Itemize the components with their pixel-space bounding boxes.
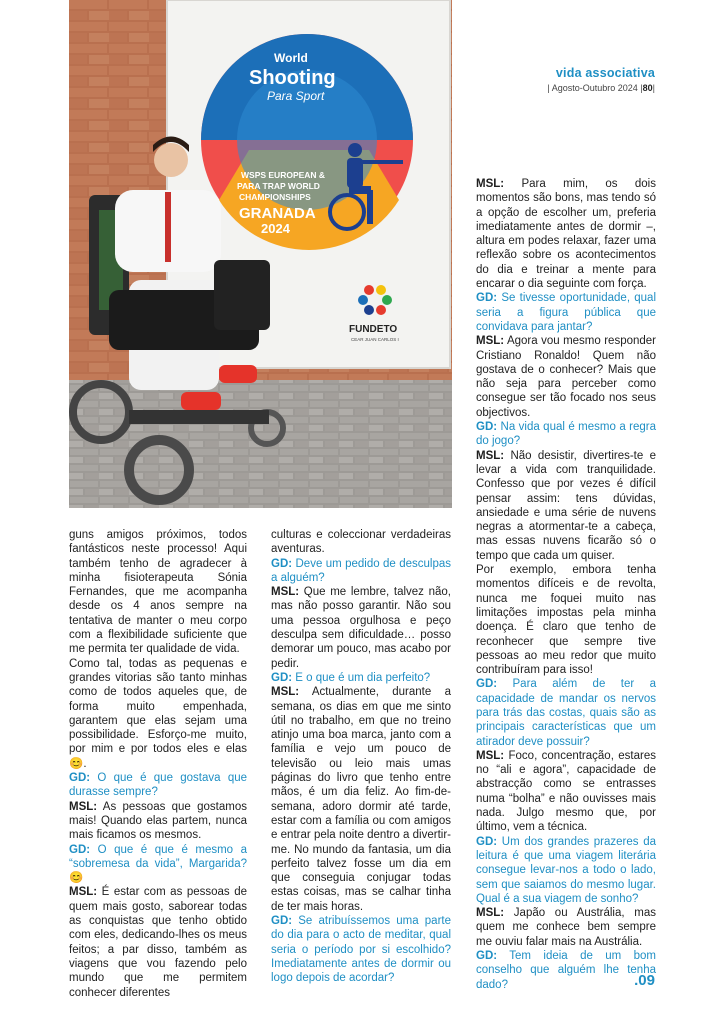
question-text: Deve um pedido de desculpas a alguém? [271, 557, 451, 584]
paragraph: culturas e coleccionar verdadeiras aventuras. [271, 529, 451, 556]
interviewer-label: GD: [476, 835, 498, 848]
answer [476, 177, 656, 291]
question [476, 420, 656, 449]
interviewee-label: MSL: [69, 800, 98, 813]
answer [69, 885, 247, 999]
answer [476, 449, 656, 563]
banner-world-text: World [274, 51, 308, 65]
interviewee-label: MSL: [271, 686, 300, 699]
interviewee-label: MSL: [476, 749, 505, 762]
interviewer-label: GD: [271, 557, 293, 570]
answer [476, 906, 656, 949]
answer-text: Que me lembre, talvez não, mas não posso garantir. Não sou uma pessoa orgulhosa e peço desculpa sem dificuldade… posso demorar um pouco, mas acabo por pedir. [271, 586, 451, 670]
question [476, 835, 656, 906]
column-2 [271, 528, 451, 986]
photo-illustration [69, 0, 452, 508]
question [476, 949, 656, 992]
question-text: Se tivesse oportunidade, qual seria a figura pública que convidava para jantar? [476, 292, 656, 333]
interviewee-label: MSL: [476, 178, 505, 190]
question [271, 671, 451, 685]
column-1 [69, 528, 247, 1000]
paragraph: Por exemplo, embora tenha momentos difíceis e de revolta, nunca me foquei muito nas limitações impostas pela minha doença. É claro que tenho de reconhecer que sempre tive pessoas ao meu redor que muito contribuíram para isso! [476, 564, 656, 677]
question [69, 771, 247, 800]
interviewee-label: MSL: [476, 449, 505, 462]
interviewer-label: GD: [69, 772, 91, 785]
answer-text: As pessoas que gostamos mais! Quando elas partem, nunca mais ficamos os mesmos. [69, 800, 247, 842]
interviewer-label: GD: [69, 843, 91, 856]
question [476, 291, 656, 334]
interviewee-label: MSL: [476, 335, 505, 348]
question-text: E o que é um dia perfeito? [295, 671, 431, 684]
answer [476, 749, 656, 835]
interviewer-label: GD: [271, 915, 293, 928]
interviewer-label: GD: [271, 671, 293, 684]
question-text: Na vida qual é mesmo a regra do jogo? [476, 421, 656, 448]
issue-date: | Agosto-Outubro 2024 | [547, 83, 643, 93]
answer-text: Para mim, os dois momentos são bons, mas tendo só a opção de escolher um, preferia imediatamente antes de dormir –, altura em podes relaxar, fazer uma reflexão sobre os acontecimentos do dia e treinar a mente para encarar o dia seguinte com força. [476, 178, 656, 291]
answer-text: Agora vou mesmo responder Cristiano Ronaldo! Quem não gostava de o conhecer? Mais que não seja para perceber como consegue ser tão focado nos seus objectivos. [476, 335, 656, 419]
page-header [547, 66, 655, 93]
banner-city: GRANADA [239, 205, 316, 222]
question [476, 677, 656, 748]
banner-para-text: Para Sport [267, 89, 325, 103]
banner-event-line3: CHAMPIONSHIPS [239, 192, 311, 202]
answer [271, 685, 451, 914]
answer [476, 334, 656, 420]
sponsor-sub: CEAR JUAN CARLOS I [351, 337, 399, 342]
section-title: vida associativa [555, 66, 655, 80]
issue-suffix: | [652, 83, 655, 93]
answer [69, 800, 247, 843]
question [271, 557, 451, 586]
banner-event-line1: WSPS EUROPEAN & [241, 170, 326, 180]
answer-text: É estar com as pessoas de quem mais gosto, saborear todas as conquistas que tenho obtido com eles, dedicando-lhes os meus feitos; a par disso, também as viagens que vou fazendo pelo mundo que me permitem conhecer diferentes [69, 886, 247, 999]
interviewer-label: GD: [476, 678, 498, 691]
answer-text: Foco, concentração, estares no “ali e agora”, capacidade de abstracção como se entrasses numa “bolha” e não ouvisses mais nada. Julgo mesmo que, por último, vem a técnica. [476, 749, 656, 834]
interviewer-label: GD: [476, 950, 498, 963]
banner-event-line2: PARA TRAP WORLD [237, 181, 320, 191]
question-text: Tem ideia de um bom conselho que alguém lhe tenha dado? [476, 950, 656, 991]
interview-photo [69, 0, 452, 508]
sponsor-name: FUNDETO [349, 324, 398, 335]
answer-text: Actualmente, durante a semana, os dias em que me sinto útil no trabalho, em que no treino atinjo uma boa marca, janto com a família e vejo um pouco de televisão ou leio mais umas páginas do livro que tenho entre mãos, é um dia feliz. Ao fim-de-semana, adoro dormir até tarde, estar com a família ou com amigos e entrar pela noite dentro a divertir-me. No mundo da fantasia, um dia perfeito talvez fosse um dia em que conseguia conjugar todas estas coisas, mas se calhar tinha de ter mais horas. [271, 686, 451, 913]
question-text: Para além de ter a capacidade de mandar os nervos para trás das costas, quais são as principais características que um atirador deve possuir? [476, 678, 656, 748]
question [69, 843, 247, 886]
paragraph: Como tal, todas as pequenas e grandes vitorias são tanto minhas como de todos aqueles que, de forma muito empenhada, garantem que elas sejam uma possibilidade. Esforço-me muito, por mim e por todos eles e elas 😊. [69, 657, 247, 770]
interviewee-label: MSL: [69, 886, 98, 899]
issue-info [547, 83, 655, 93]
interviewee-label: MSL: [271, 586, 300, 599]
question-text: Um dos grandes prazeres da leitura é que uma viagem literária consegue levar-nos a todo o lado, sem que saiamos do mesmo lugar. Qual é a sua viagem de sonho? [476, 835, 656, 905]
banner-year: 2024 [261, 221, 290, 236]
issue-page: 80 [642, 83, 653, 93]
answer-text: Japão ou Austrália, mas quem me conhece bem sempre me ouviu falar mais na Austrália. [476, 907, 656, 948]
interviewee-label: MSL: [476, 907, 505, 920]
interviewer-label: GD: [476, 292, 498, 305]
answer-text: Não desistir, divertires-te e levar a vida com tranquilidade. Confesso que por vezes é difícil pensar assim: tens dúvidas, ansiedade e uma série de nuvens negras a atormentar-te a cabeça, mas essas nuvens ficarão só o tempo que cada um quiser. [476, 449, 656, 562]
banner-shooting-text: Shooting [249, 67, 336, 89]
question-text: O que é que é mesmo a “sobremesa da vida”, Margarida? 😊 [69, 843, 247, 885]
column-3 [476, 177, 656, 992]
question-text: O que é que gostava que durasse sempre? [69, 772, 248, 799]
interviewer-label: GD: [476, 421, 498, 434]
paragraph: guns amigos próximos, todos fantásticos neste processo! Aqui também tenho de agradecer à minha fisioterapeuta Sónia Fernandes, que me acompanha desde os 4 anos sempre na tentativa de manter o meu corpo com a flexibilidade suficiente que me permita ter qualidade de vida. [69, 529, 247, 656]
page-number: .09 [634, 972, 655, 989]
question-text: Se atribuíssemos uma parte do dia para o acto de meditar, qual seria o período por si escolhido? Imediatamente antes de dormir ou logo depois de acordar? [271, 915, 451, 985]
answer [271, 585, 451, 671]
question [271, 914, 451, 985]
